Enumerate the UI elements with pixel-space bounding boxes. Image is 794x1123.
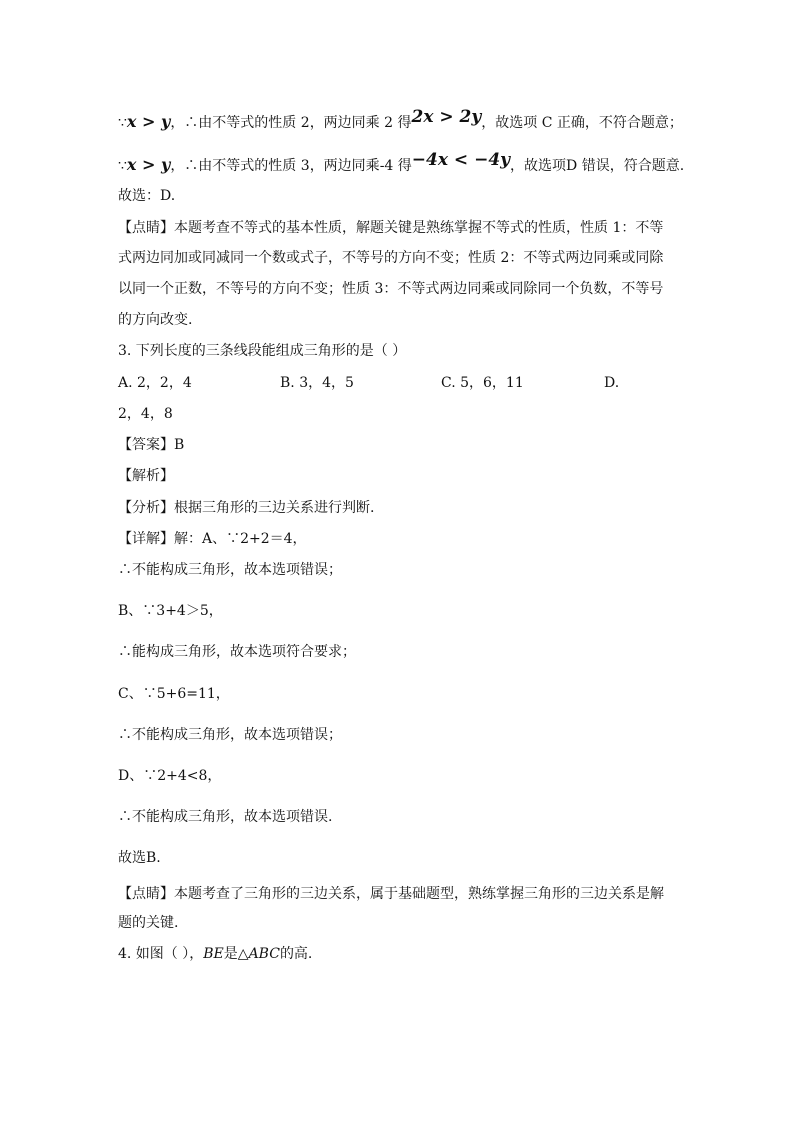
comment-line: 的方向改变. <box>118 312 193 328</box>
option-letter: D <box>566 158 578 174</box>
detail-d-result: ∴不能构成三角形，故本选项错误. <box>118 809 333 825</box>
text: ，故选项 <box>510 158 567 174</box>
detail-c-result: ∴不能构成三角形，故本选项错误； <box>118 727 342 743</box>
question-3-options <box>118 373 619 393</box>
detail-d: D、∵2+4<8， <box>118 768 222 784</box>
text: ，两边同乘 <box>309 115 380 131</box>
detail-c: C、∵5+6=11， <box>118 686 230 702</box>
since-symbol: ∵ <box>118 115 127 131</box>
question-3-stem: 3. 下列长度的三条线段能组成三角形的是（ ） <box>118 343 407 359</box>
option-a: A. 2，2，4 <box>118 375 192 391</box>
triangle-label: ABC <box>248 946 280 962</box>
option-d-values: 2，4，8 <box>118 406 173 422</box>
text: 正确，不符合题意； <box>556 115 683 131</box>
answer: 【答案】B <box>118 437 185 453</box>
since-symbol: ∵ <box>118 158 127 174</box>
detail-a-result: ∴不能构成三角形，故本选项错误； <box>118 562 342 578</box>
detail-heading: 【详解】解：A、∵2+2＝4， <box>118 531 307 547</box>
segment-label: BE <box>203 946 224 962</box>
math-inequality: −4x < −4y <box>411 150 511 170</box>
line-property-2 <box>118 107 683 133</box>
comment-line: 题的关键. <box>118 915 179 931</box>
question-number: 4. 如图（ ）， <box>118 946 204 962</box>
comment-line: 以同一个正数，不等号的方向不变；性质 3：不等式两边同乘或同除同一个负数，不等号 <box>118 281 664 297</box>
math-inequality: x > y <box>126 112 171 131</box>
number: 2 <box>300 115 310 131</box>
choose-line: 故选：D. <box>118 188 176 204</box>
option-c: C. 5，6，11 <box>441 375 524 391</box>
math-inequality: x > y <box>126 155 171 174</box>
text: 得 <box>397 158 412 174</box>
option-d: D. <box>604 375 620 391</box>
number: 3 <box>300 158 310 174</box>
line-property-3 <box>118 150 685 176</box>
math-inequality: 2x > 2y <box>411 107 482 127</box>
comment-line: 【点睛】本题考查了三角形的三边关系，属于基础题型，熟练掌握三角形的三边关系是解 <box>118 886 664 902</box>
number: -4 <box>379 158 394 174</box>
text: ，两边同乘 <box>309 158 380 174</box>
question-4-stem <box>118 944 312 964</box>
text: 得 <box>397 115 412 131</box>
analysis: 【分析】根据三角形的三边关系进行判断. <box>118 500 375 516</box>
text: 是△ <box>223 946 249 962</box>
text: ，∴由不等式的性质 <box>170 158 297 174</box>
detail-b: B、∵3+4＞5， <box>118 603 223 619</box>
text: 错误，符合题意. <box>581 158 685 174</box>
text: ，∴由不等式的性质 <box>170 115 297 131</box>
comment-line: 式两边同加或同减同一个数或式子，不等号的方向不变；性质 2：不等式两边同乘或同除 <box>118 250 664 266</box>
text: ，故选项 <box>481 115 538 131</box>
option-letter: C <box>541 115 553 131</box>
option-b: B. 3，4，5 <box>280 375 354 391</box>
choose-line: 故选B. <box>118 850 161 866</box>
number: 2 <box>384 115 394 131</box>
comment-line: 【点睛】本题考查不等式的基本性质，解题关键是熟练掌握不等式的性质，性质 1：不等 <box>118 220 664 236</box>
analysis-heading: 【解析】 <box>118 468 174 484</box>
detail-b-result: ∴能构成三角形，故本选项符合要求； <box>118 644 356 660</box>
text: 的高. <box>279 946 313 962</box>
